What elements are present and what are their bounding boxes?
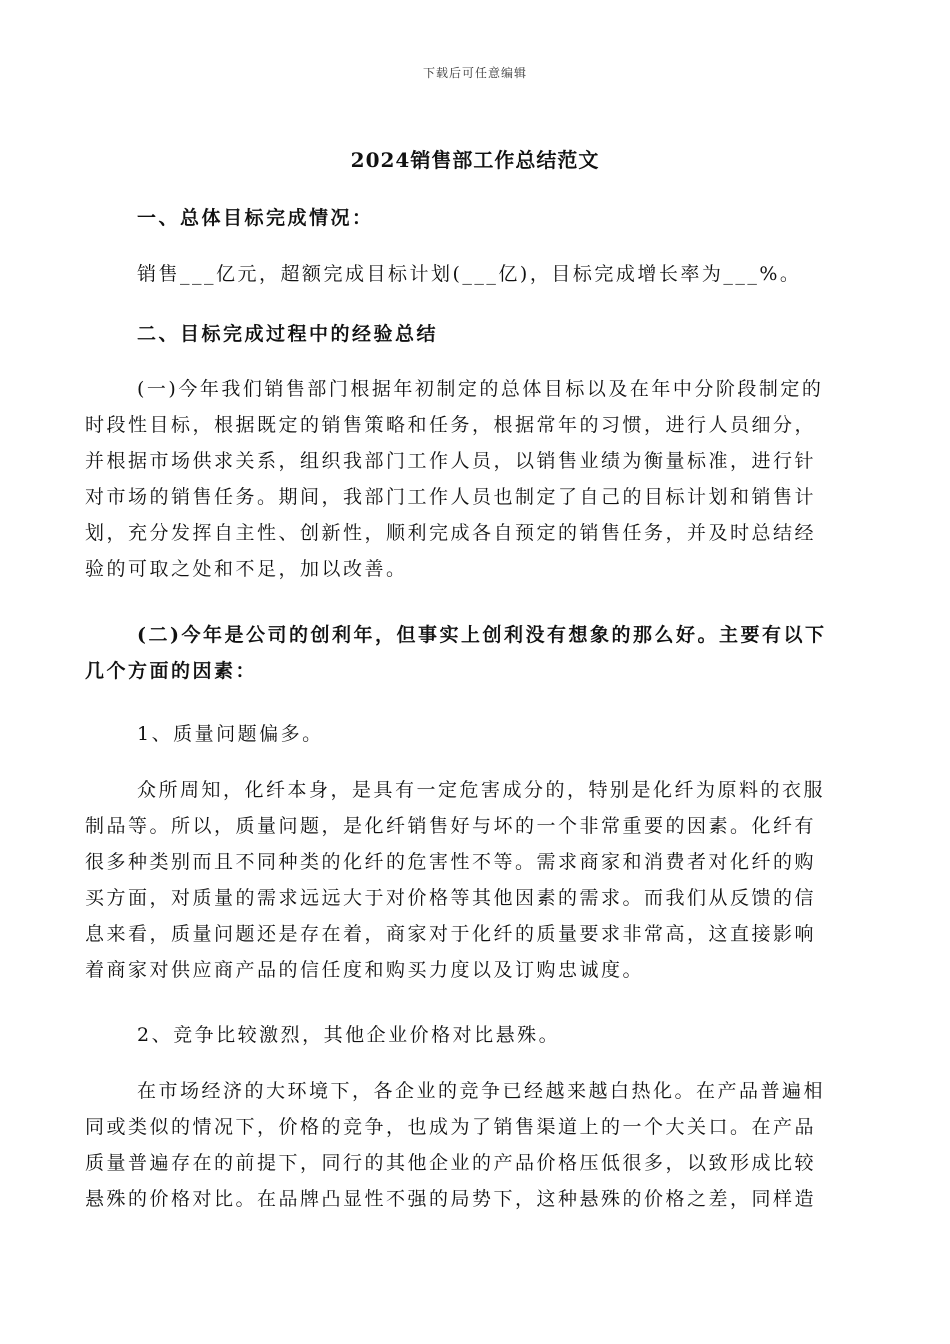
paragraph-line: (一)今年我们销售部门根据年初制定的总体目标以及在年中分阶段制定的 (137, 378, 824, 400)
paragraph-line: 同或类似的情况下，价格的竞争，也成为了销售渠道上的一个大关口。在产品 (85, 1116, 817, 1138)
paragraph-line: 众所周知，化纤本身，是具有一定危害成分的，特别是化纤为原料的衣服 (137, 779, 826, 801)
paragraph-line: (二)今年是公司的创利年，但事实上创利没有想象的那么好。主要有以下 (137, 624, 827, 646)
paragraph-line: 息来看，质量问题还是存在着，商家对于化纤的质量要求非常高，这直接影响 (85, 923, 817, 945)
page-title: 2024销售部工作总结范文 (350, 148, 600, 172)
header-note: 下载后可任意编辑 (422, 66, 527, 80)
paragraph-line: 很多种类别而且不同种类的化纤的危害性不等。需求商家和消费者对化纤的购 (85, 851, 817, 873)
item-2: 2、竞争比较激烈，其他企业价格对比悬殊。 (137, 1024, 561, 1046)
section-1-heading: 一、总体目标完成情况： (137, 207, 374, 229)
paragraph-line: 在市场经济的大环境下，各企业的竞争已经越来越白热化。在产品普遍相 (137, 1080, 826, 1102)
paragraph-line: 着商家对供应商产品的信任度和购买力度以及订购忠诚度。 (85, 959, 645, 981)
paragraph-line: 划，充分发挥自主性、创新性，顺利完成各自预定的销售任务，并及时总结经 (85, 522, 817, 544)
paragraph-line: 时段性目标，根据既定的销售策略和任务，根据常年的习惯，进行人员细分， (85, 414, 817, 436)
paragraph-line: 买方面，对质量的需求远远大于对价格等其他因素的需求。而我们从反馈的信 (85, 887, 817, 909)
paragraph-line: 对市场的销售任务。期间，我部门工作人员也制定了自己的目标计划和销售计 (85, 486, 817, 508)
paragraph-line: 几个方面的因素： (85, 660, 258, 682)
paragraph-line: 验的可取之处和不足，加以改善。 (85, 558, 408, 580)
paragraph-3 (85, 772, 849, 988)
paragraph-line: 制品等。所以，质量问题，是化纤销售好与坏的一个非常重要的因素。化纤有 (85, 815, 817, 837)
paragraph-line: 质量普遍存在的前提下，同行的其他企业的产品价格压低很多，以致形成比较 (85, 1152, 817, 1174)
paragraph-line: 悬殊的价格对比。在品牌凸显性不强的局势下，这种悬殊的价格之差，同样造 (85, 1188, 817, 1210)
paragraph-line: 并根据市场供求关系，组织我部门工作人员，以销售业绩为衡量标准，进行针 (85, 450, 817, 472)
paragraph-1 (85, 371, 849, 587)
item-1: 1、质量问题偏多。 (137, 723, 324, 745)
paragraph-4 (85, 1073, 849, 1217)
section-2-heading: 二、目标完成过程中的经验总结 (137, 323, 439, 345)
section-1-text: 销售___亿元，超额完成目标计划(___亿)，目标完成增长率为___%。 (137, 263, 802, 285)
paragraph-2 (85, 617, 849, 689)
